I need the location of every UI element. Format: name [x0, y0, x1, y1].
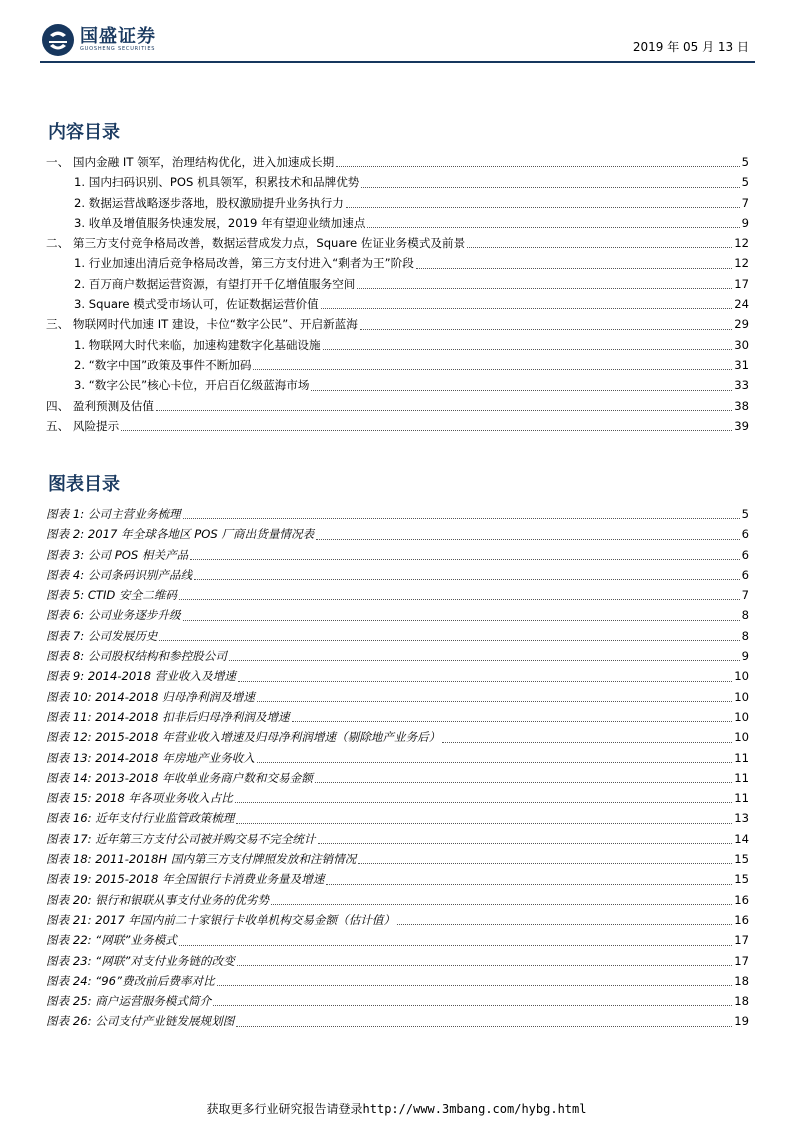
figure-entry[interactable] [46, 808, 749, 828]
dot-leader [346, 206, 740, 208]
dot-leader [253, 368, 732, 370]
toc-entry[interactable] [46, 355, 749, 375]
dot-leader [311, 389, 732, 391]
dot-leader [213, 1004, 732, 1006]
figure-entry-page: 8 [741, 608, 749, 623]
toc-entry[interactable] [46, 375, 749, 395]
toc-entry-label: 二、 第三方支付竞争格局改善，数据运营成发力点，Square 佐证业务模式及前景 [46, 236, 466, 251]
figure-entry-page: 16 [734, 892, 749, 907]
figure-entry-label: 图表 18: 2011-2018H 国内第三方支付牌照发放和注销情况 [46, 852, 357, 867]
figure-entry-label: 图表 23: “网联”对支付业务链的改变 [46, 953, 235, 968]
figure-entry[interactable] [46, 687, 749, 707]
toc-entry-label: 1. 国内扫码识别、POS 机具领军，积累技术和品牌优势 [74, 175, 360, 190]
figure-entry[interactable] [46, 951, 749, 971]
figure-entry-label: 图表 17: 近年第三方支付公司被并购交易不完全统计 [46, 831, 316, 846]
toc-entry[interactable] [46, 172, 749, 192]
toc-entry[interactable] [46, 193, 749, 213]
figure-entry[interactable] [46, 829, 749, 849]
toc-entry-page: 33 [734, 378, 749, 393]
dot-leader [179, 598, 740, 600]
dot-leader [397, 923, 732, 925]
figure-entry[interactable] [46, 605, 749, 625]
figure-entry-page: 11 [734, 770, 749, 785]
footer-prefix: 获取更多行业研究报告请登录 [206, 1102, 363, 1116]
toc-entry-label: 3. “数字公民”核心卡位，开启百亿级蓝海市场 [74, 378, 310, 393]
toc-entry-label: 五、 风险提示 [46, 418, 120, 433]
figure-entry-label: 图表 3: 公司 POS 相关产品 [46, 547, 189, 562]
toc-entry[interactable] [46, 274, 749, 294]
dot-leader [217, 984, 733, 986]
dot-leader [357, 287, 732, 289]
figure-entry[interactable] [46, 666, 749, 686]
toc-entry-page: 5 [741, 155, 749, 169]
toc-entry-page: 12 [734, 236, 749, 251]
figure-entry-label: 图表 24: “96”费改前后费率对比 [46, 973, 215, 988]
figure-entry-page: 14 [734, 831, 749, 846]
dot-leader [358, 862, 732, 864]
figure-entry[interactable] [46, 849, 749, 869]
dot-leader [229, 659, 740, 661]
figure-entry-page: 16 [734, 912, 749, 927]
dot-leader [237, 964, 732, 966]
figure-entry[interactable] [46, 1011, 749, 1031]
figure-entry[interactable] [46, 869, 749, 889]
toc-entry-page: 24 [734, 297, 749, 312]
figure-entry-label: 图表 8: 公司股权结构和参控股公司 [46, 649, 227, 664]
dot-leader [292, 720, 733, 722]
page-header [40, 20, 755, 60]
figure-entry-page: 10 [734, 730, 749, 745]
figure-entry-page: 7 [741, 588, 749, 603]
dot-leader [257, 700, 732, 702]
dot-leader [321, 307, 732, 309]
toc-entry-page: 29 [734, 317, 749, 332]
figure-entry-label: 图表 10: 2014-2018 归母净利润及增速 [46, 689, 255, 704]
figure-entry-label: 图表 4: 公司条码识别产品线 [46, 567, 193, 582]
figure-entry[interactable] [46, 646, 749, 666]
figure-entry[interactable] [46, 748, 749, 768]
toc-entry[interactable] [46, 294, 749, 314]
figure-entry-page: 6 [741, 547, 749, 562]
figure-entry-label: 图表 9: 2014-2018 营业收入及增速 [46, 669, 236, 684]
toc-entry-page: 39 [734, 418, 749, 433]
dot-leader [183, 619, 740, 621]
dot-leader [236, 822, 732, 824]
dot-leader [271, 903, 732, 905]
dot-leader [360, 328, 732, 330]
figure-entry[interactable] [46, 991, 749, 1011]
dot-leader [236, 1025, 732, 1027]
toc-entry-page: 9 [741, 215, 749, 230]
dot-leader [467, 246, 732, 248]
toc-entry[interactable] [46, 233, 749, 253]
figure-entry-label: 图表 15: 2018 年各项业务收入占比 [46, 791, 233, 806]
figure-entry-page: 19 [734, 1014, 749, 1029]
dot-leader [235, 801, 732, 803]
figure-entry-label: 图表 5: CTID 安全二维码 [46, 588, 178, 603]
dot-leader [367, 226, 739, 228]
figure-entry-label: 图表 20: 银行和银联从事支付业务的优劣势 [46, 892, 270, 907]
toc-entry-label: 四、 盈利预测及估值 [46, 398, 155, 413]
dot-leader [121, 429, 732, 431]
toc-entry-page: 7 [741, 195, 749, 210]
figure-entry-page: 17 [734, 933, 749, 948]
toc-list [46, 152, 749, 436]
toc-entry[interactable] [46, 396, 749, 416]
figure-entry-page: 9 [741, 649, 749, 664]
figure-entry-page: 5 [741, 507, 749, 521]
figure-entry-page: 8 [741, 628, 749, 643]
dot-leader [323, 348, 733, 350]
figure-entry[interactable] [46, 768, 749, 788]
figure-entry[interactable] [46, 504, 749, 524]
figure-entry[interactable] [46, 971, 749, 991]
figure-entry[interactable] [46, 707, 749, 727]
dot-leader [156, 409, 732, 411]
figure-entry[interactable] [46, 565, 749, 585]
toc-entry-label: 三、 物联网时代加速 IT 建设，卡位“数字公民”、开启新蓝海 [46, 317, 358, 332]
figure-entry-label: 图表 22: “网联”业务模式 [46, 933, 177, 948]
figure-entry-page: 17 [734, 953, 749, 968]
figure-entry[interactable] [46, 930, 749, 950]
toc-entry-page: 30 [734, 337, 749, 352]
dot-leader [318, 842, 733, 844]
toc-entry-page: 17 [734, 276, 749, 291]
toc-entry-page: 38 [734, 398, 749, 413]
figure-entry-label: 图表 7: 公司发展历史 [46, 628, 158, 643]
figure-entry-label: 图表 21: 2017 年国内前二十家银行卡收单机构交易金额（估计值） [46, 912, 396, 927]
figure-entry[interactable] [46, 910, 749, 930]
dot-leader [416, 267, 732, 269]
toc-entry[interactable] [46, 314, 749, 334]
toc-entry-label: 1. 物联网大时代来临，加速构建数字化基础设施 [74, 337, 321, 352]
figure-entry-label: 图表 14: 2013-2018 年收单业务商户数和交易金额 [46, 770, 313, 785]
figure-entry[interactable] [46, 545, 749, 565]
page-footer [0, 1100, 793, 1117]
toc-entry[interactable] [46, 213, 749, 233]
figure-entry[interactable] [46, 890, 749, 910]
figure-entry-label: 图表 1: 公司主营业务梳理 [46, 507, 181, 521]
toc-entry-page: 31 [734, 357, 749, 372]
figure-entry-label: 图表 16: 近年支付行业监管政策梳理 [46, 811, 235, 826]
toc-title: 内容目录 [48, 122, 120, 143]
toc-entry[interactable] [46, 335, 749, 355]
dot-leader [316, 538, 739, 540]
toc-entry[interactable] [46, 152, 749, 172]
figure-entry-page: 15 [734, 872, 749, 887]
figure-entry-label: 图表 12: 2015-2018 年营业收入增速及归母净利润增速（剔除地产业务后） [46, 730, 441, 745]
dot-leader [179, 944, 732, 946]
figure-entry[interactable] [46, 524, 749, 544]
dot-leader [326, 883, 732, 885]
figure-entry[interactable] [46, 788, 749, 808]
toc-entry-label: 1. 行业加速出清后竞争格局改善，第三方支付进入“剩者为王”阶段 [74, 256, 414, 271]
toc-entry-page: 12 [734, 256, 749, 271]
figure-entry-page: 11 [734, 791, 749, 806]
figure-entry-page: 11 [734, 750, 749, 765]
figure-entry-label: 图表 2: 2017 年全球各地区 POS 厂商出货量情况表 [46, 527, 315, 542]
figure-entry-label: 图表 26: 公司支付产业链发展规划图 [46, 1014, 235, 1029]
figure-entry-page: 18 [734, 973, 749, 988]
toc-entry-page: 5 [741, 175, 749, 190]
figure-entry-label: 图表 25: 商户运营服务模式简介 [46, 994, 212, 1009]
figure-entry-page: 10 [734, 669, 749, 684]
toc-entry-label: 3. Square 模式受市场认可，佐证数据运营价值 [74, 297, 319, 312]
figure-entry-page: 6 [741, 527, 749, 542]
dot-leader [238, 680, 732, 682]
figure-entry-label: 图表 11: 2014-2018 扣非后归母净利润及增速 [46, 709, 290, 724]
dot-leader [315, 781, 732, 783]
toc-entry-label: 2. “数字中国”政策及事件不断加码 [74, 357, 252, 372]
figure-entry[interactable] [46, 585, 749, 605]
toc-entry-label: 2. 数据运营战略逐步落地，股权激励提升业务执行力 [74, 195, 344, 210]
logo-subtitle: GUOSHENG SECURITIES [80, 46, 156, 52]
figure-entry-page: 13 [734, 811, 749, 826]
figure-entry-page: 18 [734, 994, 749, 1009]
dot-leader [336, 165, 739, 167]
dot-leader [159, 639, 739, 641]
figure-entry-page: 10 [734, 709, 749, 724]
company-logo [40, 20, 180, 60]
logo-name: 国盛证券 [80, 26, 156, 47]
figure-entry[interactable] [46, 626, 749, 646]
figure-entry-label: 图表 13: 2014-2018 年房地产业务收入 [46, 750, 255, 765]
figures-title: 图表目录 [48, 474, 120, 495]
header-rule [40, 61, 755, 63]
dot-leader [257, 761, 732, 763]
toc-entry[interactable] [46, 416, 749, 436]
figures-list [46, 504, 749, 1032]
toc-entry-label: 一、 国内金融 IT 领军，治理结构优化，进入加速成长期 [46, 155, 335, 169]
figure-entry-page: 6 [741, 567, 749, 582]
report-date: 2019 年 05 月 13 日 [632, 40, 749, 54]
figure-entry-page: 10 [734, 689, 749, 704]
figure-entry-page: 15 [734, 852, 749, 867]
dot-leader [361, 186, 739, 188]
toc-entry[interactable] [46, 253, 749, 273]
dot-leader [442, 741, 732, 743]
dot-leader [190, 558, 739, 560]
toc-entry-label: 2. 百万商户数据运营资源，有望打开千亿增值服务空间 [74, 276, 356, 291]
logo-icon [40, 22, 76, 58]
dot-leader [183, 517, 740, 519]
footer-link[interactable]: http://www.3mbang.com/hybg.html [362, 1102, 587, 1116]
figure-entry[interactable] [46, 727, 749, 747]
figure-entry-label: 图表 6: 公司业务逐步升级 [46, 608, 181, 623]
toc-entry-label: 3. 收单及增值服务快速发展，2019 年有望迎业绩加速点 [74, 215, 366, 230]
dot-leader [194, 578, 739, 580]
figure-entry-label: 图表 19: 2015-2018 年全国银行卡消费业务量及增速 [46, 872, 325, 887]
